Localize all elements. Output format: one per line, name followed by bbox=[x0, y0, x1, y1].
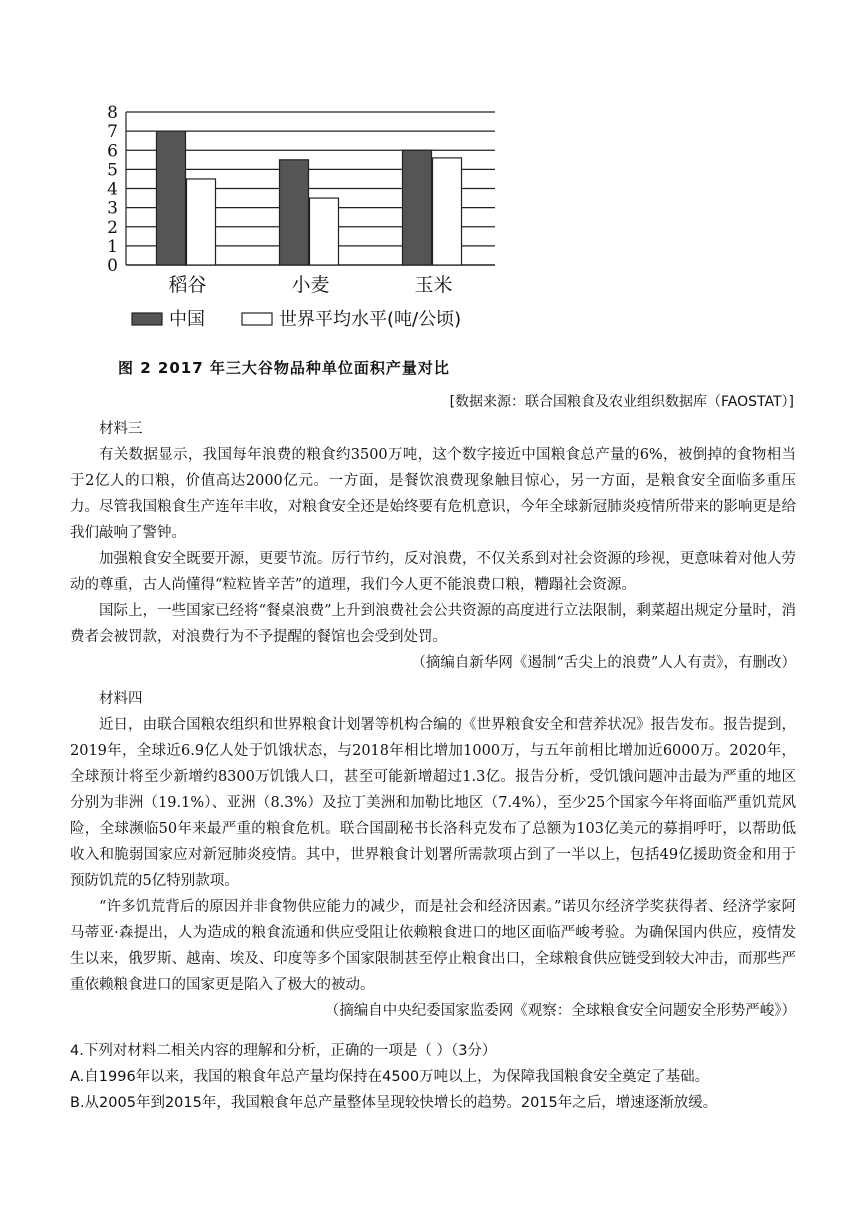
y-tick-label: 4 bbox=[107, 179, 118, 200]
question-stem: 4.下列对材料二相关内容的理解和分析，正确的一项是（ ）（3分） bbox=[70, 1043, 497, 1059]
material-three bbox=[70, 416, 796, 676]
option-a[interactable]: A.自1996年以来，我国的粮食年总产量均保持在4500万吨以上，为保障我国粮食安全奠定了基础。 bbox=[70, 1069, 710, 1085]
paragraph: 有关数据显示，我国每年浪费的粮食约3500万吨，这个数字接近中国粮食总产量的6%，被倒掉的食物相当于2亿人的口粮，价值高达2000亿元。一方面，是餐饮浪费现象触目惊心，另一方面，是粮食安全面临多重压力。尽管我国粮食生产连年丰收，对粮食安全还是始终要有危机意识，今年全球新冠肺炎疫情所带来的影响更是给我们敲响了警钟。 bbox=[70, 447, 796, 541]
bar-world-2 bbox=[433, 158, 462, 265]
y-tick-label: 0 bbox=[107, 256, 118, 276]
citation: （摘编自中央纪委国家监委网《观察：全球粮食安全问题安全形势严峻》） bbox=[324, 1003, 796, 1019]
y-tick-label: 3 bbox=[107, 198, 118, 219]
y-tick-label: 8 bbox=[107, 103, 118, 123]
paragraph: “许多饥荒背后的原因并非食物供应能力的减少，而是社会和经济因素。”诺贝尔经济学奖获得者、经济学家阿马蒂亚·森提出，人为造成的粮食流通和供应受阻让依赖粮食进口的地区面临严峻考验。为确保国内供应，疫情发生以来，俄罗斯、越南、埃及、印度等多个国家限制甚至停止粮食出口，全球粮食供应链受到较大冲击，而那些严重依赖粮食进口的国家更是陷入了极大的被动。 bbox=[70, 899, 796, 993]
legend-swatch-china bbox=[132, 313, 162, 325]
legend-label-china: 中国 bbox=[169, 309, 205, 330]
material-three-heading: 材料三 bbox=[99, 421, 143, 437]
data-source: [数据来源：联合国粮食及农业组织数据库（FAOSTAT）] bbox=[449, 394, 794, 410]
y-tick-label: 5 bbox=[107, 160, 118, 181]
y-tick-label: 2 bbox=[107, 217, 118, 238]
bar-world-1 bbox=[310, 198, 339, 265]
option-b[interactable]: B.从2005年到2015年，我国粮食年总产量整体呈现较快增长的趋势。2015年之后，增速逐渐放缓。 bbox=[70, 1095, 718, 1111]
category-label: 玉米 bbox=[414, 274, 453, 296]
category-label: 稻谷 bbox=[168, 274, 207, 296]
y-tick-label: 7 bbox=[107, 122, 118, 143]
bar-world-0 bbox=[187, 179, 216, 265]
paragraph: 近日，由联合国粮农组织和世界粮食计划署等机构合编的《世界粮食安全和营养状况》报告发布。报告提到，2019年，全球近6.9亿人处于饥饿状态，与2018年相比增加1000万，与五年前相比增加近6000万。2020年，全球预计将至少新增约8300万饥饿人口，甚至可能新增超过1.3亿。报告分析，受饥饿问题冲击最为严重的地区分别为非洲（19.1%）、亚洲（8.3%）及拉丁美洲和加勒比地区（7.4%），至少25个国家今年将面临严重饥荒风险，全球濒临50年来最严重的粮食危机。联合国副秘书长洛科克发布了总额为103亿美元的募捐呼吁，以帮助低收入和脆弱国家应对新冠肺炎疫情。其中，世界粮食计划署所需款项占到了一半以上，包括49亿援助资金和用于预防饥荒的5亿特别款项。 bbox=[70, 717, 796, 889]
category-label: 小麦 bbox=[291, 274, 330, 296]
bar-china-0 bbox=[157, 131, 186, 265]
y-tick-label: 6 bbox=[107, 141, 118, 162]
chart-caption: 图 2 2017 年三大谷物品种单位面积产量对比 bbox=[118, 359, 450, 377]
material-four-heading: 材料四 bbox=[99, 691, 143, 707]
y-tick-label: 1 bbox=[107, 236, 118, 257]
paragraph: 加强粮食安全既要开源，更要节流。厉行节约，反对浪费，不仅关系到对社会资源的珍视，更意味着对他人劳动的尊重，古人尚懂得“粒粒皆辛苦”的道理，我们今人更不能浪费口粮，糟蹋社会资源。 bbox=[70, 551, 796, 593]
paragraph: 国际上，一些国家已经将“餐桌浪费”上升到浪费社会公共资源的高度进行立法限制，剩菜超出规定分量时，消费者会被罚款，对浪费行为不予提醒的餐馆也会受到处罚。 bbox=[70, 603, 796, 645]
legend-label-world: 世界平均水平(吨/公顷) bbox=[279, 309, 462, 330]
citation: （摘编自新华网《遏制“舌尖上的浪费”人人有责》，有删改） bbox=[411, 655, 796, 671]
question-4 bbox=[70, 1038, 830, 1116]
material-four bbox=[70, 686, 796, 1024]
bar-china-1 bbox=[280, 160, 309, 265]
yield-bar-chart bbox=[100, 100, 520, 390]
bar-china-2 bbox=[403, 150, 432, 265]
legend-swatch-world bbox=[242, 313, 272, 325]
